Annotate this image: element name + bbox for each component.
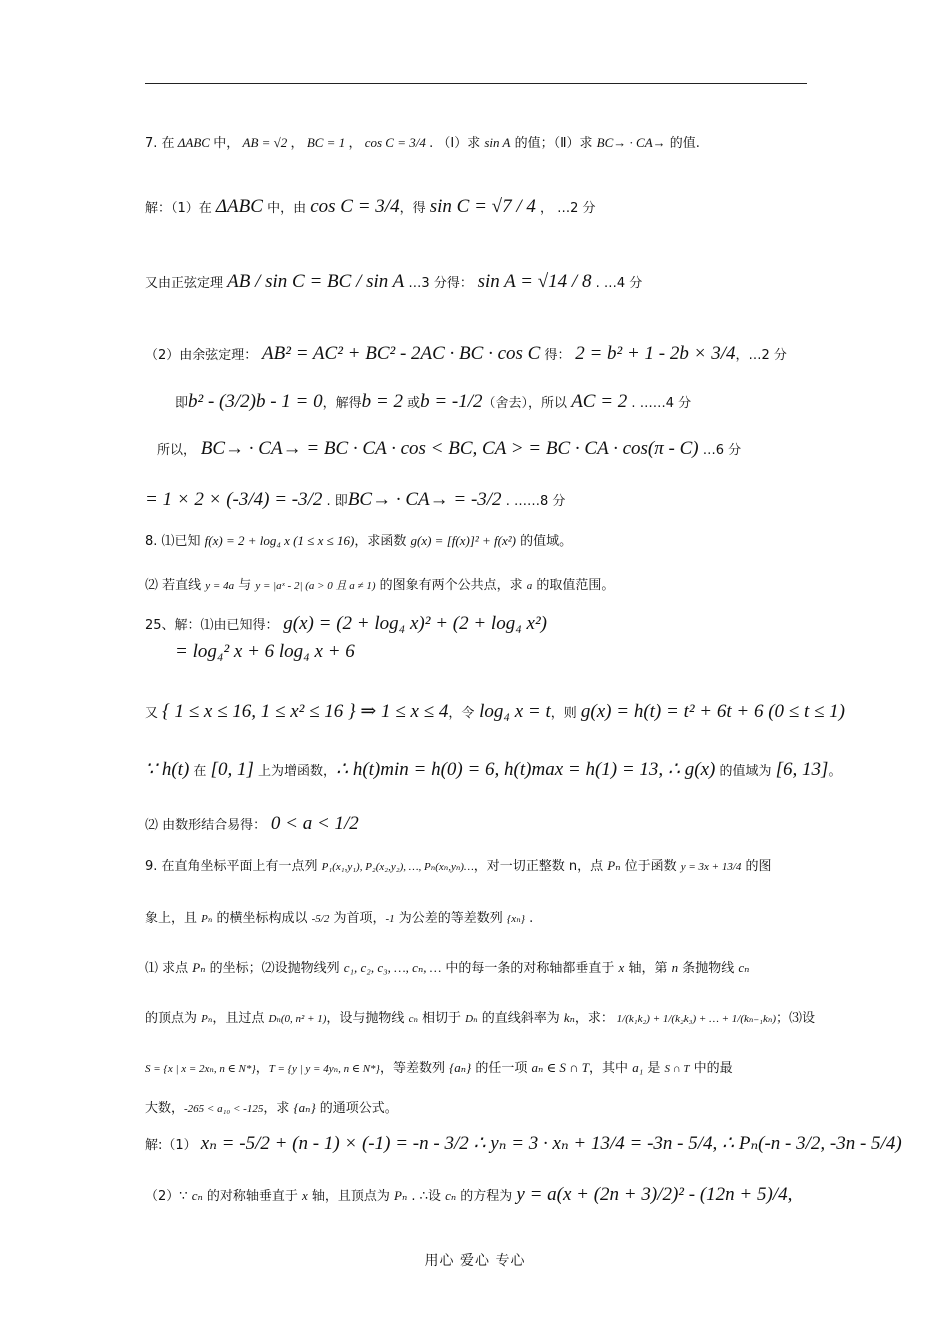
text-run: 位于函数 (620, 859, 681, 874)
text-run: 又由正弦定理 (145, 276, 228, 291)
math-expression: Pₙ (394, 1188, 408, 1203)
text-run: ，其中 (589, 1061, 633, 1076)
text-line (145, 700, 846, 724)
math-expression: Pₙ (192, 960, 206, 975)
math-expression: AB / sin C = BC / sin A (227, 271, 405, 292)
math-expression: Pₙ (201, 913, 213, 925)
math-expression: cₙ (445, 1188, 457, 1203)
text-line (175, 640, 830, 664)
text-run: 的值域。 (515, 534, 573, 549)
text-run: 8. ⑴已知 (145, 534, 205, 549)
text-line (145, 342, 830, 366)
text-run: 的横坐标构成以 (212, 911, 312, 926)
text-run: ，则 (550, 706, 581, 721)
text-run: 的值域为 (715, 764, 776, 779)
text-run: 又 (145, 706, 163, 721)
text-run: 中，由 (262, 201, 311, 216)
math-expression: y = 3x + 13/4 (680, 861, 742, 873)
math-expression: cₙ (191, 1188, 203, 1203)
text-run: . （Ⅰ）求 (429, 136, 485, 151)
text-run: ， (348, 136, 362, 151)
text-line (145, 758, 842, 782)
text-run: ，令 (448, 706, 475, 721)
math-expression: ΔABC (174, 135, 214, 150)
text-run: 。 (828, 764, 842, 779)
text-run: 的方程为 (456, 1189, 517, 1204)
text-run: 的值；（Ⅱ）求 (510, 136, 597, 151)
text-run: ，得 (399, 201, 430, 216)
math-expression: aₙ ∈ S ∩ T (531, 1060, 590, 1075)
text-run: 在 (189, 764, 211, 779)
text-line (145, 488, 830, 512)
text-run: 的图象有两个公共点，求 (375, 578, 527, 593)
math-expression: cos C = 3/4 (310, 196, 400, 217)
math-expression: S = {x | x = 2xₙ, n ∈ N*} (145, 1063, 256, 1075)
math-expression: cos C = 3/4 (361, 135, 430, 150)
text-run: . (525, 911, 534, 926)
math-expression: { 1 ≤ x ≤ 16, 1 ≤ x² ≤ 16 } ⇒ 1 ≤ x ≤ 4 (162, 701, 449, 722)
math-expression: Dₙ (465, 1013, 478, 1025)
text-line (145, 612, 830, 636)
text-run: …3 分得： (404, 276, 473, 291)
math-expression: [0, 1] (210, 759, 254, 780)
text-line (145, 1183, 830, 1207)
text-run: 的值. (665, 136, 700, 151)
text-run: 或 (402, 396, 421, 411)
text-run: 象上，且 (145, 911, 202, 926)
text-line (145, 195, 830, 219)
text-run: . …4 分 (591, 276, 643, 291)
text-run: ；⑶设 (776, 1011, 816, 1026)
math-expression: b² - (3/2)b - 1 = 0 (188, 391, 323, 412)
math-expression: log₄ x = t (474, 701, 551, 722)
math-expression: T = {y | y = 4yₙ, n ∈ N*} (268, 1063, 380, 1075)
math-expression: sin C = √7 / 4 (429, 196, 536, 217)
math-expression: f(x) = 2 + log₄ x (1 ≤ x ≤ 16) (204, 533, 355, 548)
text-run: 轴，第 (624, 961, 672, 976)
math-expression: Pₙ (607, 858, 621, 873)
text-run: ，求函数 (354, 534, 411, 549)
text-run: ，且过点 (212, 1011, 269, 1026)
math-expression: -5/2 (311, 913, 330, 925)
text-run: ，等差数列 (379, 1061, 450, 1076)
math-expression: b = -1/2 (420, 391, 483, 412)
text-line (157, 437, 830, 461)
text-run: ， (290, 136, 304, 151)
text-run: ⑵ 由数形结合易得： (145, 818, 267, 833)
text-run: . ……4 分 (627, 396, 692, 411)
text-line (145, 960, 830, 978)
text-run: 上为增函数， (253, 764, 336, 779)
math-expression: {aₙ} (293, 1100, 316, 1115)
text-run: 条抛物线 (678, 961, 739, 976)
math-expression: a₁ (632, 1060, 644, 1075)
math-expression: b = 2 (361, 391, 403, 412)
text-run: . ……8 分 (501, 494, 566, 509)
text-run: 的通项公式。 (315, 1101, 398, 1116)
math-expression: Pₙ (201, 1013, 213, 1025)
text-run: 的顶点为 (145, 1011, 202, 1026)
text-run: 轴，且顶点为 (307, 1189, 395, 1204)
text-line (145, 1132, 902, 1156)
math-expression: Dₙ(0, n² + 1) (268, 1013, 327, 1025)
math-expression: ΔABC (215, 196, 263, 217)
text-run: 的任一项 (471, 1061, 532, 1076)
text-line (145, 270, 830, 294)
text-run: 得： (540, 348, 571, 363)
text-run: ⑵ 若直线 (145, 578, 206, 593)
text-run: 为首项， (329, 911, 386, 926)
text-run: …6 分 (698, 443, 742, 458)
math-expression: AB = √2 (239, 135, 291, 150)
text-run: 解：（1）在 (145, 201, 216, 216)
math-expression: c₁, c₂, c₃, …, cₙ, … (343, 960, 442, 975)
page-footer: 用心 爱心 专心 (424, 1253, 526, 1269)
text-run: ，对一切正整数 n，点 (473, 859, 608, 874)
text-line (145, 858, 830, 876)
math-expression: cₙ (738, 960, 750, 975)
math-expression: ∵ h(t) (145, 759, 190, 780)
math-expression: x (618, 960, 625, 975)
text-line (145, 812, 830, 836)
text-run: 7. 在 (145, 136, 175, 151)
math-expression: kₙ (563, 1010, 575, 1025)
text-run: 25、解：⑴由已知得： (145, 618, 279, 633)
math-expression: BC = 1 (303, 135, 349, 150)
math-expression: BC→ · CA→ (596, 135, 666, 150)
math-expression: n (671, 960, 679, 975)
math-expression: {aₙ} (449, 1060, 472, 1075)
text-run: 即 (175, 396, 189, 411)
math-expression: g(x) = [f(x)]² + f(x²) (410, 533, 516, 548)
text-run: 为公差的等差数列 (394, 911, 507, 926)
text-run: （2）由余弦定理： (145, 348, 258, 363)
math-expression: [6, 13] (775, 759, 829, 780)
math-expression: AB² = AC² + BC² - 2AC · BC · cos C (257, 343, 541, 364)
math-expression: = 1 × 2 × (-3/4) = -3/2 (145, 489, 323, 510)
math-expression: 0 < a < 1/2 (266, 813, 359, 834)
text-run: 相切于 (417, 1011, 466, 1026)
math-expression: BC→ · CA→ = BC · CA · cos < BC, CA > = BC · CA · cos(π - C) (196, 438, 699, 459)
math-expression: x (302, 1188, 308, 1203)
text-run: . ∴设 (407, 1189, 446, 1204)
math-expression: y = 4a (205, 580, 235, 592)
text-run: 是 (643, 1061, 665, 1076)
text-run: 的图 (741, 859, 772, 874)
text-run: 中， (213, 136, 240, 151)
text-line (145, 1010, 830, 1028)
math-expression: S ∩ T (664, 1063, 690, 1075)
math-expression: cₙ (408, 1013, 418, 1025)
text-run: ， …2 分 (535, 201, 596, 216)
text-run: 的直线斜率为 (477, 1011, 564, 1026)
text-run: . 即 (322, 494, 348, 509)
header-rule (145, 83, 807, 84)
math-expression: xₙ = -5/2 + (n - 1) × (-1) = -n - 3/2 ∴ yₙ = 3 · xₙ + 13/4 = -3n - 5/4, ∴ Pₙ(-n - 3/2, -3n - 5/4) (200, 1133, 902, 1154)
text-line (145, 577, 830, 595)
math-expression: sin A = √14 / 8 (472, 271, 592, 292)
text-run: 解:（1） (145, 1138, 201, 1153)
text-run: 的坐标；⑵设抛物线列 (205, 961, 344, 976)
math-expression: P₁(x₁,y₁), P₂(x₂,y₂), …, Pₙ(xₙ,yₙ)… (321, 861, 474, 873)
math-expression: BC→ · CA→ = -3/2 (347, 489, 502, 510)
text-run: 中的每一条的对称轴都垂直于 (441, 961, 619, 976)
math-expression: y = |aˣ - 2| (a > 0 且 a ≠ 1) (255, 580, 376, 592)
text-run: 所以， (157, 443, 197, 458)
math-expression: 1/(k₁k₂) + 1/(k₂k₃) + … + 1/(kₙ₋₁kₙ) (613, 1013, 776, 1025)
text-run: 与 (234, 578, 256, 593)
math-expression: sin A (484, 135, 511, 150)
text-run: 的对称轴垂直于 (202, 1189, 302, 1204)
math-expression: y = a(x + (2n + 3)/2)² - (12n + 5)/4, (516, 1184, 793, 1205)
text-run: 9. 在直角坐标平面上有一点列 (145, 859, 322, 874)
text-run: 的取值范围。 (532, 578, 615, 593)
text-line (145, 1100, 830, 1118)
text-run: ， (255, 1061, 269, 1076)
text-line (145, 910, 830, 928)
math-expression: AC = 2 (571, 391, 628, 412)
math-expression: a (526, 580, 533, 592)
math-expression: 2 = b² + 1 - 2b × 3/4 (570, 343, 736, 364)
text-run: ，解得 (322, 396, 362, 411)
text-run: ，设与抛物线 (326, 1011, 409, 1026)
text-line (175, 390, 830, 414)
text-run: 大数， (145, 1101, 185, 1116)
math-expression: -1 (385, 913, 395, 925)
math-expression: = log₄² x + 6 log₄ x + 6 (175, 641, 355, 662)
text-run: ，求： (574, 1011, 614, 1026)
math-expression: g(x) = (2 + log₄ x)² + (2 + log₄ x²) (278, 613, 548, 634)
math-expression: {xₙ} (506, 913, 526, 925)
text-line (145, 1060, 830, 1078)
math-expression: ∴ h(t)min = h(0) = 6, h(t)max = h(1) = 13, ∴ g(x) (335, 759, 716, 780)
text-line (145, 533, 830, 551)
text-run: ⑴ 求点 (145, 961, 193, 976)
text-run: （舍去），所以 (482, 396, 572, 411)
text-line (145, 135, 830, 153)
text-run: 中的最 (689, 1061, 733, 1076)
math-expression: g(x) = h(t) = t² + 6t + 6 (0 ≤ t ≤ 1) (580, 701, 846, 722)
text-run: ，…2 分 (735, 348, 787, 363)
text-run: （2）∵ (145, 1189, 192, 1204)
text-run: ，求 (263, 1101, 294, 1116)
math-expression: -265 < a₁₀ < -125 (184, 1103, 264, 1115)
